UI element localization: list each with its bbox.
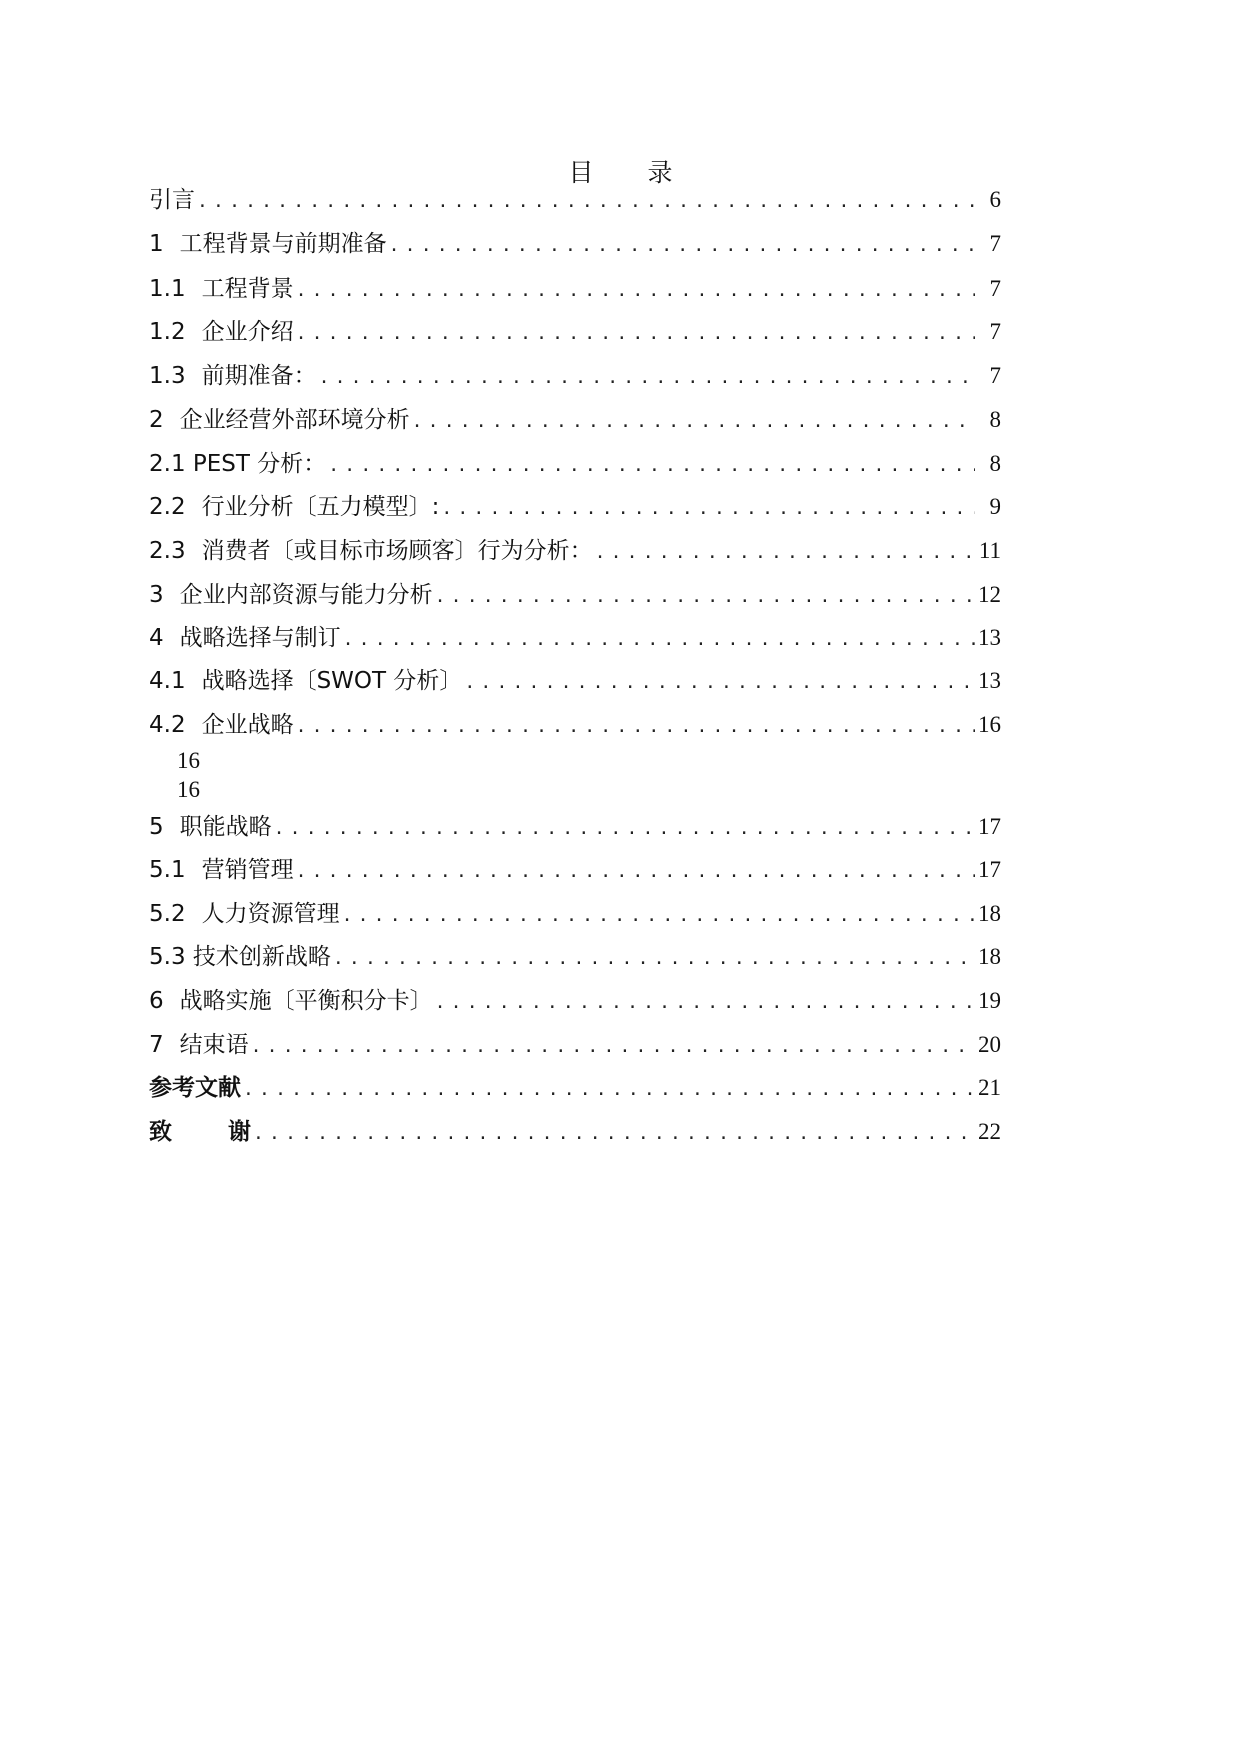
toc-leader-dots bbox=[343, 626, 975, 654]
toc-page-number: 13 bbox=[978, 625, 1001, 650]
toc-entry-references[interactable] bbox=[149, 1072, 1001, 1104]
toc-page-number: 7 bbox=[989, 231, 1001, 256]
toc-entry-label bbox=[149, 622, 341, 654]
toc-leader-dots bbox=[435, 989, 975, 1017]
toc-entry-text: 工程背景与前期准备 bbox=[179, 231, 387, 257]
toc-leader-dots bbox=[296, 320, 975, 348]
toc-page-number: 8 bbox=[989, 407, 1001, 432]
toc-entry-number: 2.2 bbox=[149, 494, 186, 520]
stray-page-number: 16 bbox=[177, 748, 200, 773]
toc-page-number: 11 bbox=[978, 538, 1001, 563]
toc-page-number: 13 bbox=[978, 668, 1001, 693]
toc-entry-label: 参考文献 bbox=[149, 1075, 241, 1101]
toc-leader-dots bbox=[253, 1120, 975, 1148]
toc-entry-number: 5.1 bbox=[149, 857, 186, 883]
toc-entry-text: 消费者〔或目标市场顾客〕行为分析： bbox=[201, 538, 593, 564]
toc-entry-label: 引言 bbox=[149, 187, 195, 213]
toc-entry-text: 企业战略 bbox=[201, 712, 294, 738]
toc-entry-3[interactable] bbox=[149, 579, 1001, 611]
toc-page-number: 22 bbox=[978, 1119, 1001, 1144]
toc-entry-label: 2.1 PEST 分析： bbox=[149, 451, 327, 477]
toc-entry-text: 结束语 bbox=[179, 1032, 249, 1058]
toc-page-number: 17 bbox=[978, 814, 1001, 839]
toc-leader-dots bbox=[296, 858, 975, 886]
toc-leader-dots bbox=[296, 713, 975, 741]
toc-entry-1[interactable] bbox=[149, 228, 1001, 260]
toc-entry-acknowledgements[interactable] bbox=[149, 1116, 1001, 1148]
toc-leader-dots bbox=[342, 902, 975, 930]
toc-entry-label bbox=[149, 579, 433, 611]
toc-entry-2-1[interactable] bbox=[149, 448, 1001, 480]
toc-page-number: 17 bbox=[978, 857, 1001, 882]
toc-entry-label bbox=[149, 854, 294, 886]
toc-entry-5-2[interactable] bbox=[149, 898, 1001, 930]
toc-entry-text: 企业介绍 bbox=[201, 319, 294, 345]
toc-entry-number: 4 bbox=[149, 625, 164, 651]
toc-entry-2-2[interactable] bbox=[149, 491, 1001, 523]
toc-page-number: 18 bbox=[978, 944, 1001, 969]
toc-leader-dots bbox=[319, 364, 975, 392]
toc-page-number: 8 bbox=[989, 451, 1001, 476]
toc-entry-label bbox=[149, 273, 294, 305]
toc-entry-text-b: 谢 bbox=[228, 1119, 251, 1145]
toc-entry-number: 5.2 bbox=[149, 901, 186, 927]
toc-leader-dots bbox=[328, 452, 975, 480]
toc-entry-5[interactable] bbox=[149, 811, 1001, 843]
toc-title-char-2: 录 bbox=[647, 158, 673, 187]
toc-entry-5-1[interactable] bbox=[149, 854, 1001, 886]
toc-entry-4[interactable] bbox=[149, 622, 1001, 654]
toc-entry-number: 2 bbox=[149, 407, 164, 433]
toc-page-number: 19 bbox=[978, 988, 1001, 1013]
toc-leader-dots bbox=[389, 232, 975, 260]
toc-entry-label bbox=[149, 898, 340, 930]
toc-entry-intro[interactable] bbox=[149, 184, 1001, 216]
toc-page-number: 7 bbox=[989, 319, 1001, 344]
toc-entry-number: 1 bbox=[149, 231, 164, 257]
toc-entry-text: 行业分析〔五力模型〕: bbox=[201, 494, 440, 520]
toc-entry-1-3[interactable] bbox=[149, 360, 1001, 392]
toc-entry-4-1[interactable] bbox=[149, 665, 1001, 697]
toc-entry-text: 人力资源管理 bbox=[201, 901, 340, 927]
toc-entry-label bbox=[149, 811, 272, 843]
toc-entry-label bbox=[149, 228, 387, 260]
toc-entry-number: 1.2 bbox=[149, 319, 186, 345]
toc-entry-7[interactable] bbox=[149, 1029, 1001, 1061]
toc-entry-text: 战略选择〔SWOT 分析〕 bbox=[201, 668, 463, 694]
toc-entry-number: 3 bbox=[149, 582, 164, 608]
toc-leader-dots bbox=[296, 277, 975, 305]
toc-entry-text: 工程背景 bbox=[201, 276, 294, 302]
toc-entry-text: 职能战略 bbox=[179, 814, 272, 840]
toc-leader-dots bbox=[595, 539, 975, 567]
toc-entry-number: 1.3 bbox=[149, 363, 186, 389]
toc-leader-dots bbox=[251, 1033, 975, 1061]
toc-leader-dots bbox=[441, 495, 975, 523]
toc-leader-dots bbox=[464, 669, 975, 697]
toc-entry-label bbox=[149, 491, 439, 523]
toc-leader-dots bbox=[412, 408, 975, 436]
toc-entry-text: 企业经营外部环境分析 bbox=[179, 407, 410, 433]
toc-entry-label bbox=[149, 535, 593, 567]
toc-entry-number: 4.2 bbox=[149, 712, 186, 738]
toc-page-number: 18 bbox=[978, 901, 1001, 926]
toc-entry-label bbox=[149, 709, 294, 741]
toc-entry-text: 战略实施〔平衡积分卡〕 bbox=[179, 988, 433, 1014]
toc-entry-text: 前期准备： bbox=[201, 363, 317, 389]
toc-entry-label bbox=[149, 316, 294, 348]
toc-page-number: 9 bbox=[989, 494, 1001, 519]
toc-page-number: 7 bbox=[989, 363, 1001, 388]
toc-page-number: 20 bbox=[978, 1032, 1001, 1057]
toc-leader-dots bbox=[243, 1076, 975, 1104]
toc-entry-2-3[interactable] bbox=[149, 535, 1001, 567]
toc-entry-number: 6 bbox=[149, 988, 164, 1014]
toc-leader-dots bbox=[333, 945, 975, 973]
toc-title-char-1: 目 bbox=[568, 158, 594, 187]
toc-page-number: 6 bbox=[989, 187, 1001, 212]
toc-entry-number: 4.1 bbox=[149, 668, 186, 694]
toc-entry-1-1[interactable] bbox=[149, 273, 1001, 305]
toc-leader-dots bbox=[197, 188, 975, 216]
toc-entry-text: 企业内部资源与能力分析 bbox=[179, 582, 433, 608]
toc-entry-2[interactable] bbox=[149, 404, 1001, 436]
stray-page-number: 16 bbox=[177, 777, 200, 802]
toc-entry-label bbox=[149, 1029, 249, 1061]
toc-page-number: 12 bbox=[978, 582, 1001, 607]
toc-entry-4-2[interactable] bbox=[149, 709, 1001, 741]
toc-entry-label: 5.3 技术创新战略 bbox=[149, 944, 331, 970]
toc-entry-1-2[interactable] bbox=[149, 316, 1001, 348]
toc-entry-label bbox=[149, 665, 462, 697]
toc-leader-dots bbox=[274, 815, 975, 843]
toc-entry-5-3[interactable] bbox=[149, 941, 1001, 973]
toc-entry-number: 5 bbox=[149, 814, 164, 840]
toc-entry-number: 7 bbox=[149, 1032, 164, 1058]
toc-entry-text: 营销管理 bbox=[201, 857, 294, 883]
toc-entry-6[interactable] bbox=[149, 985, 1001, 1017]
toc-entry-text-a: 致 bbox=[149, 1119, 172, 1145]
toc-entry-label bbox=[149, 404, 410, 436]
toc-entry-label bbox=[149, 360, 317, 392]
toc-entry-number: 1.1 bbox=[149, 276, 186, 302]
toc-entry-number: 2.3 bbox=[149, 538, 186, 564]
toc-page-number: 7 bbox=[989, 276, 1001, 301]
toc-leader-dots bbox=[435, 583, 975, 611]
toc-entry-label bbox=[149, 985, 433, 1017]
toc-entry-text: 战略选择与制订 bbox=[179, 625, 341, 651]
toc-page-number: 21 bbox=[978, 1075, 1001, 1100]
toc-entry-label bbox=[149, 1116, 251, 1148]
toc-page-number: 16 bbox=[978, 712, 1001, 737]
